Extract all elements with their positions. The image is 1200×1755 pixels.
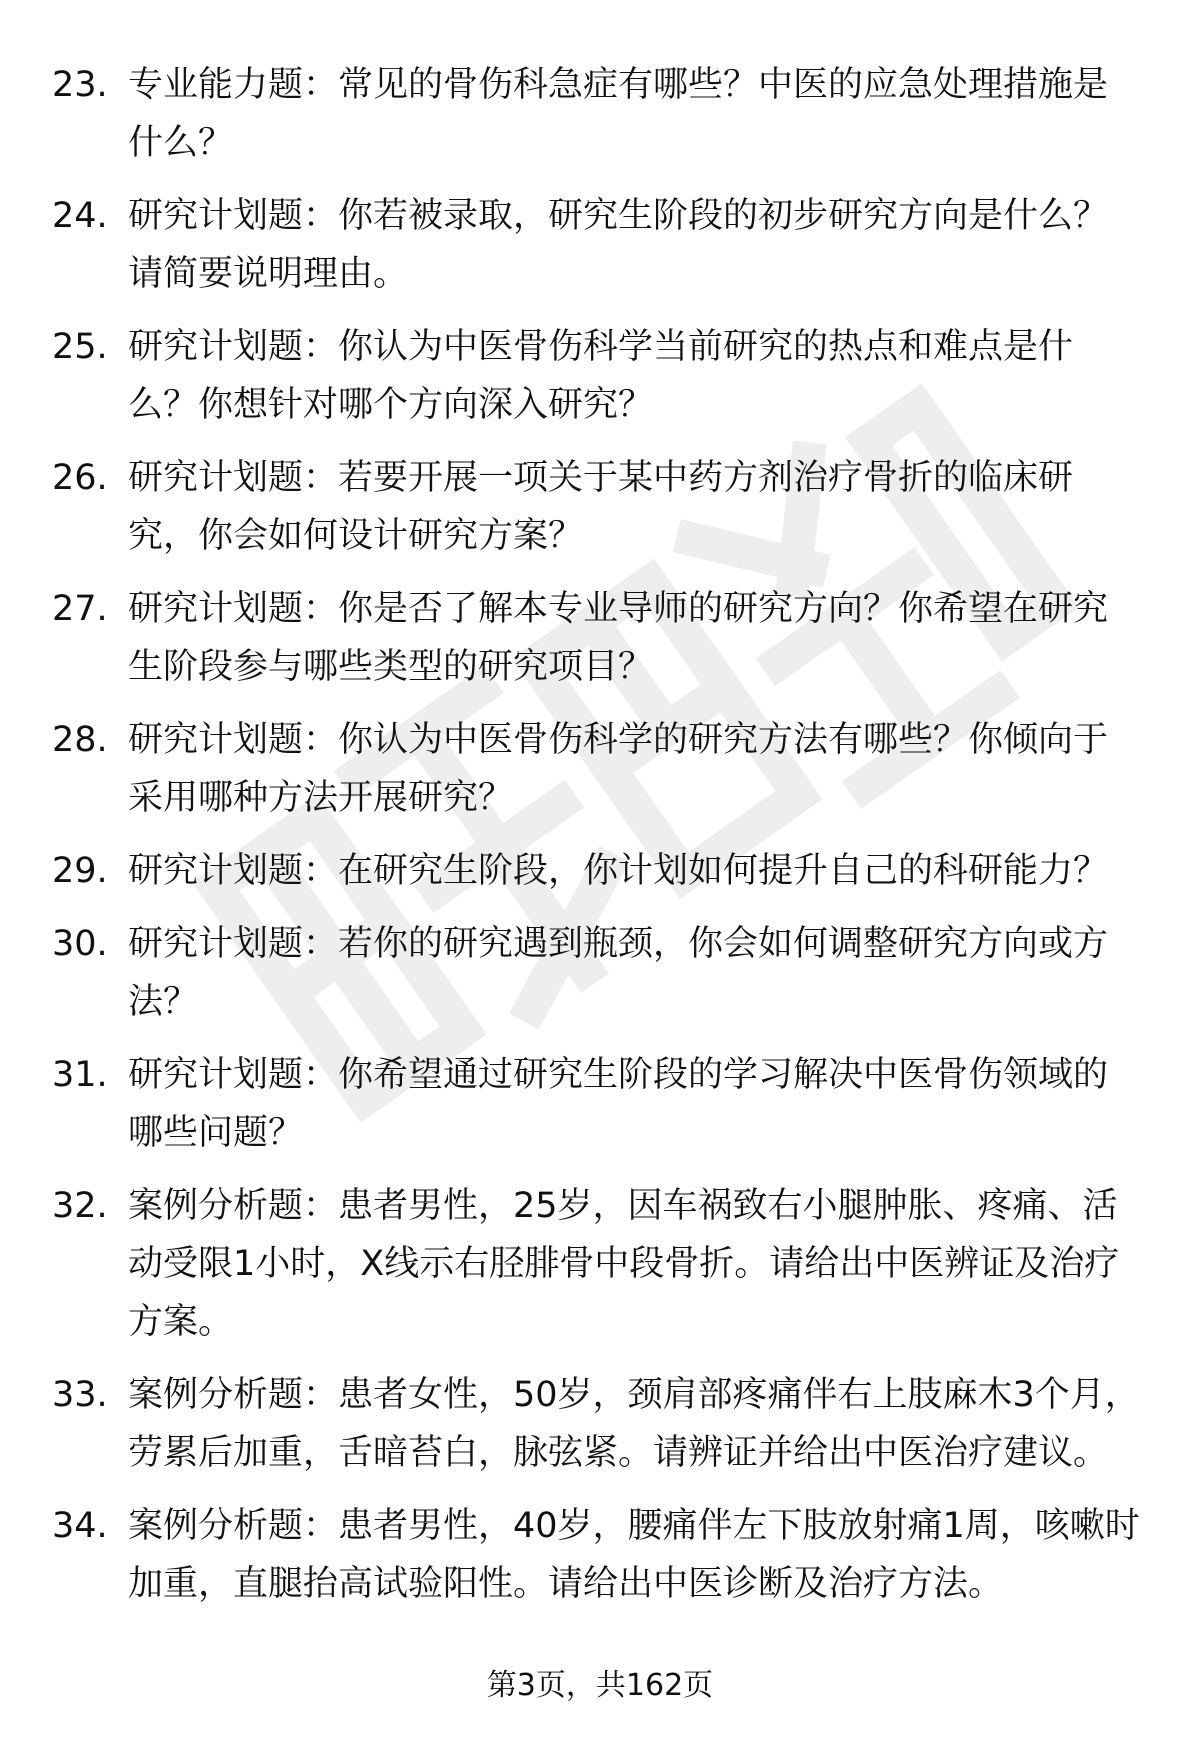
question-number: 27.: [52, 589, 108, 629]
question-number: 24.: [52, 196, 108, 236]
question-text: 研究计划题：你认为中医骨伤科学当前研究的热点和难点是什么？你想针对哪个方向深入研究？: [128, 327, 1074, 425]
question-text: 研究计划题：在研究生阶段，你计划如何提升自己的科研能力？: [128, 851, 1109, 891]
question-text: 研究计划题：若你的研究遇到瓶颈，你会如何调整研究方向或方法？: [128, 924, 1109, 1022]
list-item: [52, 1366, 1142, 1482]
list-item: [52, 1497, 1142, 1613]
question-text: 研究计划题：你是否了解本专业导师的研究方向？你希望在研究生阶段参与哪些类型的研究项目？: [128, 589, 1109, 687]
page-number-label: 第3页，共162页: [486, 1668, 714, 1703]
question-number: 32.: [52, 1186, 108, 1226]
question-number: 28.: [52, 720, 108, 760]
question-list: [52, 56, 1142, 1628]
question-number: 29.: [52, 851, 108, 891]
list-item: [52, 915, 1142, 1031]
question-number: 26.: [52, 458, 108, 498]
question-number: 25.: [52, 327, 108, 367]
page-footer: [0, 1666, 1200, 1706]
list-item: [52, 449, 1142, 565]
question-text: 研究计划题：你认为中医骨伤科学的研究方法有哪些？你倾向于采用哪种方法开展研究？: [128, 720, 1109, 818]
list-item: [52, 318, 1142, 434]
list-item: [52, 1177, 1142, 1351]
list-item: [52, 580, 1142, 696]
question-number: 31.: [52, 1055, 108, 1095]
list-item: [52, 842, 1142, 900]
question-number: 30.: [52, 924, 108, 964]
list-item: [52, 56, 1142, 172]
question-text: 案例分析题：患者女性，50岁，颈肩部疼痛伴右上肢麻木3个月，劳累后加重，舌暗苔白，脉弦紧。请辨证并给出中医治疗建议。: [128, 1375, 1140, 1473]
list-item: [52, 187, 1142, 303]
question-text: 案例分析题：患者男性，40岁，腰痛伴左下肢放射痛1周，咳嗽时加重，直腿抬高试验阳性。请给出中医诊断及治疗方法。: [128, 1506, 1140, 1604]
question-text: 研究计划题：若要开展一项关于某中药方剂治疗骨折的临床研究，你会如何设计研究方案？: [128, 458, 1074, 556]
list-item: [52, 1046, 1142, 1162]
question-number: 34.: [52, 1506, 108, 1546]
question-text: 研究计划题：你希望通过研究生阶段的学习解决中医骨伤领域的哪些问题？: [128, 1055, 1109, 1153]
question-number: 23.: [52, 65, 108, 105]
question-text: 专业能力题：常见的骨伤科急症有哪些？中医的应急处理措施是什么？: [128, 65, 1109, 163]
question-text: 案例分析题：患者男性，25岁，因车祸致右小腿肿胀、疼痛、活动受限1小时，X线示右胫腓骨中段骨折。请给出中医辨证及治疗方案。: [128, 1186, 1120, 1342]
list-item: [52, 711, 1142, 827]
question-text: 研究计划题：你若被录取，研究生阶段的初步研究方向是什么？请简要说明理由。: [128, 196, 1109, 294]
question-number: 33.: [52, 1375, 108, 1415]
